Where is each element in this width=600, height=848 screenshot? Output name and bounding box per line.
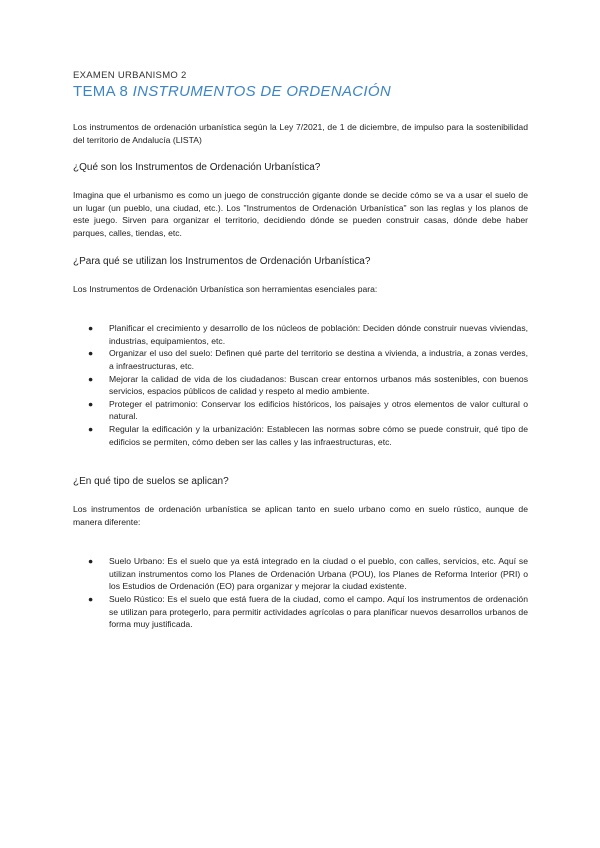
- section-text-soil: Los instrumentos de ordenación urbanística se aplican tanto en suelo urbano como en suelo rústico, aunque de manera diferente:: [73, 504, 528, 527]
- subject-label: EXAMEN URBANISMO 2: [73, 70, 187, 81]
- section-text-purpose: Los Instrumentos de Ordenación Urbanística son herramientas esenciales para:: [73, 283, 378, 294]
- soil-list: [73, 555, 528, 631]
- section-heading-what: ¿Qué son los Instrumentos de Ordenación Urbanística?: [73, 162, 321, 174]
- section-heading-soil: ¿En qué tipo de suelos se aplican?: [73, 476, 229, 488]
- purpose-list: [73, 322, 528, 448]
- bullet-icon: ●: [88, 348, 94, 359]
- title-prefix: TEMA 8: [73, 83, 133, 100]
- list-item-text: Planificar el crecimiento y desarrollo de los núcleos de población: Deciden dónde construir nuevas viviendas, industrias, equipamientos, etc.: [109, 323, 528, 346]
- page-title: [73, 83, 528, 100]
- list-item-text: Suelo Urbano: Es el suelo que ya está integrado en la ciudad o el pueblo, con calles, servicios, etc. Aquí se utilizan instrumentos como los Planes de Ordenación Urbana (POU), los Planes de Reforma Interior (PRI) o los Estudios de Ordenación (EO) para organizar y mejorar la ciudad existente.: [109, 556, 528, 592]
- bullet-icon: ●: [88, 594, 94, 605]
- bullet-icon: ●: [88, 556, 94, 567]
- list-item-text: Mejorar la calidad de vida de los ciudadanos: Buscan crear entornos urbanos más sostenibles, con buenos servicios, espacios públicos de calidad y respeto al medio ambiente.: [109, 373, 528, 397]
- list-item-text: Suelo Rústico: Es el suelo que está fuera de la ciudad, como el campo. Aquí los instrumentos de ordenación se utilizan para protegerlo, para permitir actividades agrícolas o para planificar nuevos desarrollos urbanos de forma muy justificada.: [109, 594, 528, 630]
- bullet-icon: ●: [88, 423, 94, 434]
- list-item: [73, 347, 528, 372]
- list-item: [73, 423, 528, 448]
- bullet-icon: ●: [88, 373, 94, 384]
- list-item: [73, 373, 528, 398]
- title-italic: INSTRUMENTOS DE ORDENACIÓN: [132, 83, 392, 100]
- list-item: [73, 593, 528, 631]
- section-heading-purpose: ¿Para qué se utilizan los Instrumentos de Ordenación Urbanística?: [73, 255, 371, 267]
- list-item: [73, 322, 528, 347]
- bullet-icon: ●: [88, 398, 94, 409]
- section-text-what: Imagina que el urbanismo es como un juego de construcción gigante donde se decide cómo se va a usar el suelo de un lugar (un pueblo, una ciudad, etc.). Los "Instrumentos de Ordenación Urbanística" son las reglas y los planos de este juego. Sirven para organizar el territorio, decidiendo dónde se pueden construir casas, dónde debe haber parques, calles, tiendas, etc.: [73, 190, 528, 238]
- list-item: [73, 398, 528, 423]
- list-item-text: Organizar el uso del suelo: Definen qué parte del territorio se destina a vivienda, a industria, a zonas verdes, a infraestructuras, etc.: [109, 348, 528, 371]
- list-item-text: Regular la edificación y la urbanización: Establecen las normas sobre cómo se puede construir, qué tipo de edificios se permiten, cómo deben ser las calles y las infraestructuras, etc.: [109, 423, 528, 447]
- bullet-icon: ●: [88, 323, 94, 334]
- intro-paragraph: Los instrumentos de ordenación urbanística según la Ley 7/2021, de 1 de diciembre, de impulso para la sostenibilidad del territorio de Andalucía (LISTA): [73, 122, 528, 145]
- list-item: [73, 555, 528, 593]
- list-item-text: Proteger el patrimonio: Conservar los edificios históricos, los paisajes y otros elementos de valor cultural o natural.: [109, 398, 528, 422]
